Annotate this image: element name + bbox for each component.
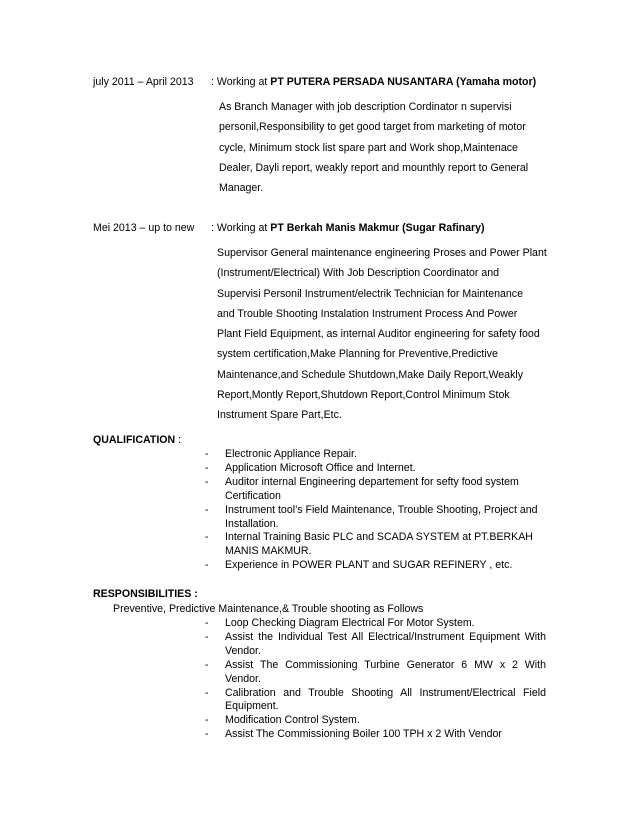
description-line: Maintenance,and Schedule Shutdown,Make Daily Report,Weakly xyxy=(217,368,524,381)
list-item: - Loop Checking Diagram Electrical For Motor System. xyxy=(203,617,546,631)
qualification-heading xyxy=(93,434,181,446)
list-item: - Internal Training Basic PLC and SCADA SYSTEM at PT.BERKAH MANIS MAKMUR. xyxy=(203,531,546,559)
company-name: PT PUTERA PERSADA NUSANTARA (Yamaha motor) xyxy=(270,76,537,88)
description-line: As Branch Manager with job description Cordinator n supervisi xyxy=(219,101,512,113)
job-description xyxy=(219,97,549,198)
qualification-list xyxy=(203,448,546,573)
description-line: Plant Field Equipment, as internal Auditor engineering for safety food xyxy=(217,328,540,341)
list-item: - Calibration and Trouble Shooting All Instrument/Electrical Field Equipment. xyxy=(203,687,546,715)
description-line: (Instrument/Electrical) With Job Description Coordinator and xyxy=(217,267,500,280)
description-line: personil,Responsibility to get good target from marketing of motor xyxy=(219,121,526,134)
list-item: - Application Microsoft Office and Internet. xyxy=(203,462,546,476)
company-name: PT Berkah Manis Makmur (Sugar Rafinary) xyxy=(270,222,485,234)
list-item: - Assist The Commissioning Boiler 100 TPH x 2 With Vendor xyxy=(203,728,546,742)
job-heading xyxy=(211,76,536,88)
description-line: Supervisor General maintenance engineering Proses and Power Plant xyxy=(217,247,547,259)
qualification-title: QUALIFICATION xyxy=(93,434,176,446)
list-item: - Assist the Individual Test All Electrical/Instrument Equipment With Vendor. xyxy=(203,631,546,659)
list-item: - Modification Control System. xyxy=(203,714,546,728)
responsibilities-subtitle: Preventive, Predictive Maintenance,& Trouble shooting as Follows xyxy=(113,603,424,615)
description-line: Report,Montly Report,Shutdown Report,Control Minimum Stok xyxy=(217,389,510,402)
description-line: Supervisi Personil Instrument/electrik Technician for Maintenance xyxy=(217,287,523,300)
job-description xyxy=(217,243,553,426)
description-line: Manager. xyxy=(219,182,264,195)
description-line: cycle, Minimum stock list spare part and Work shop,Maintenace xyxy=(219,141,518,154)
job-prefix: : Working at xyxy=(211,76,271,88)
responsibilities-heading: RESPONSIBILITIES : xyxy=(93,588,198,600)
list-item: - Experience in POWER PLANT and SUGAR REFINERY , etc. xyxy=(203,559,546,573)
list-item: - Auditor internal Engineering departement for sefty food system Certification xyxy=(203,476,546,504)
qualification-title-suffix: : xyxy=(175,434,182,446)
job-prefix: : Working at xyxy=(211,222,271,234)
description-line: system certification,Make Planning for Preventive,Predictive xyxy=(217,348,498,361)
job-period: july 2011 – April 2013 xyxy=(93,76,194,88)
list-item: - Electronic Appliance Repair. xyxy=(203,448,546,462)
list-item: - Assist The Commissioning Turbine Generator 6 MW x 2 With Vendor. xyxy=(203,659,546,687)
description-line: Instrument Spare Part,Etc. xyxy=(217,409,342,422)
job-heading xyxy=(211,222,485,234)
description-line: Dealer, Dayli report, weakly report and mounthly report to General xyxy=(219,161,529,174)
list-item: - Instrument tool’s Field Maintenance, Trouble Shooting, Project and Installation. xyxy=(203,504,546,532)
description-line: and Trouble Shooting Instalation Instrument Process And Power xyxy=(217,307,518,320)
job-period: Mei 2013 – up to new xyxy=(93,222,195,234)
responsibilities-list xyxy=(203,617,546,742)
